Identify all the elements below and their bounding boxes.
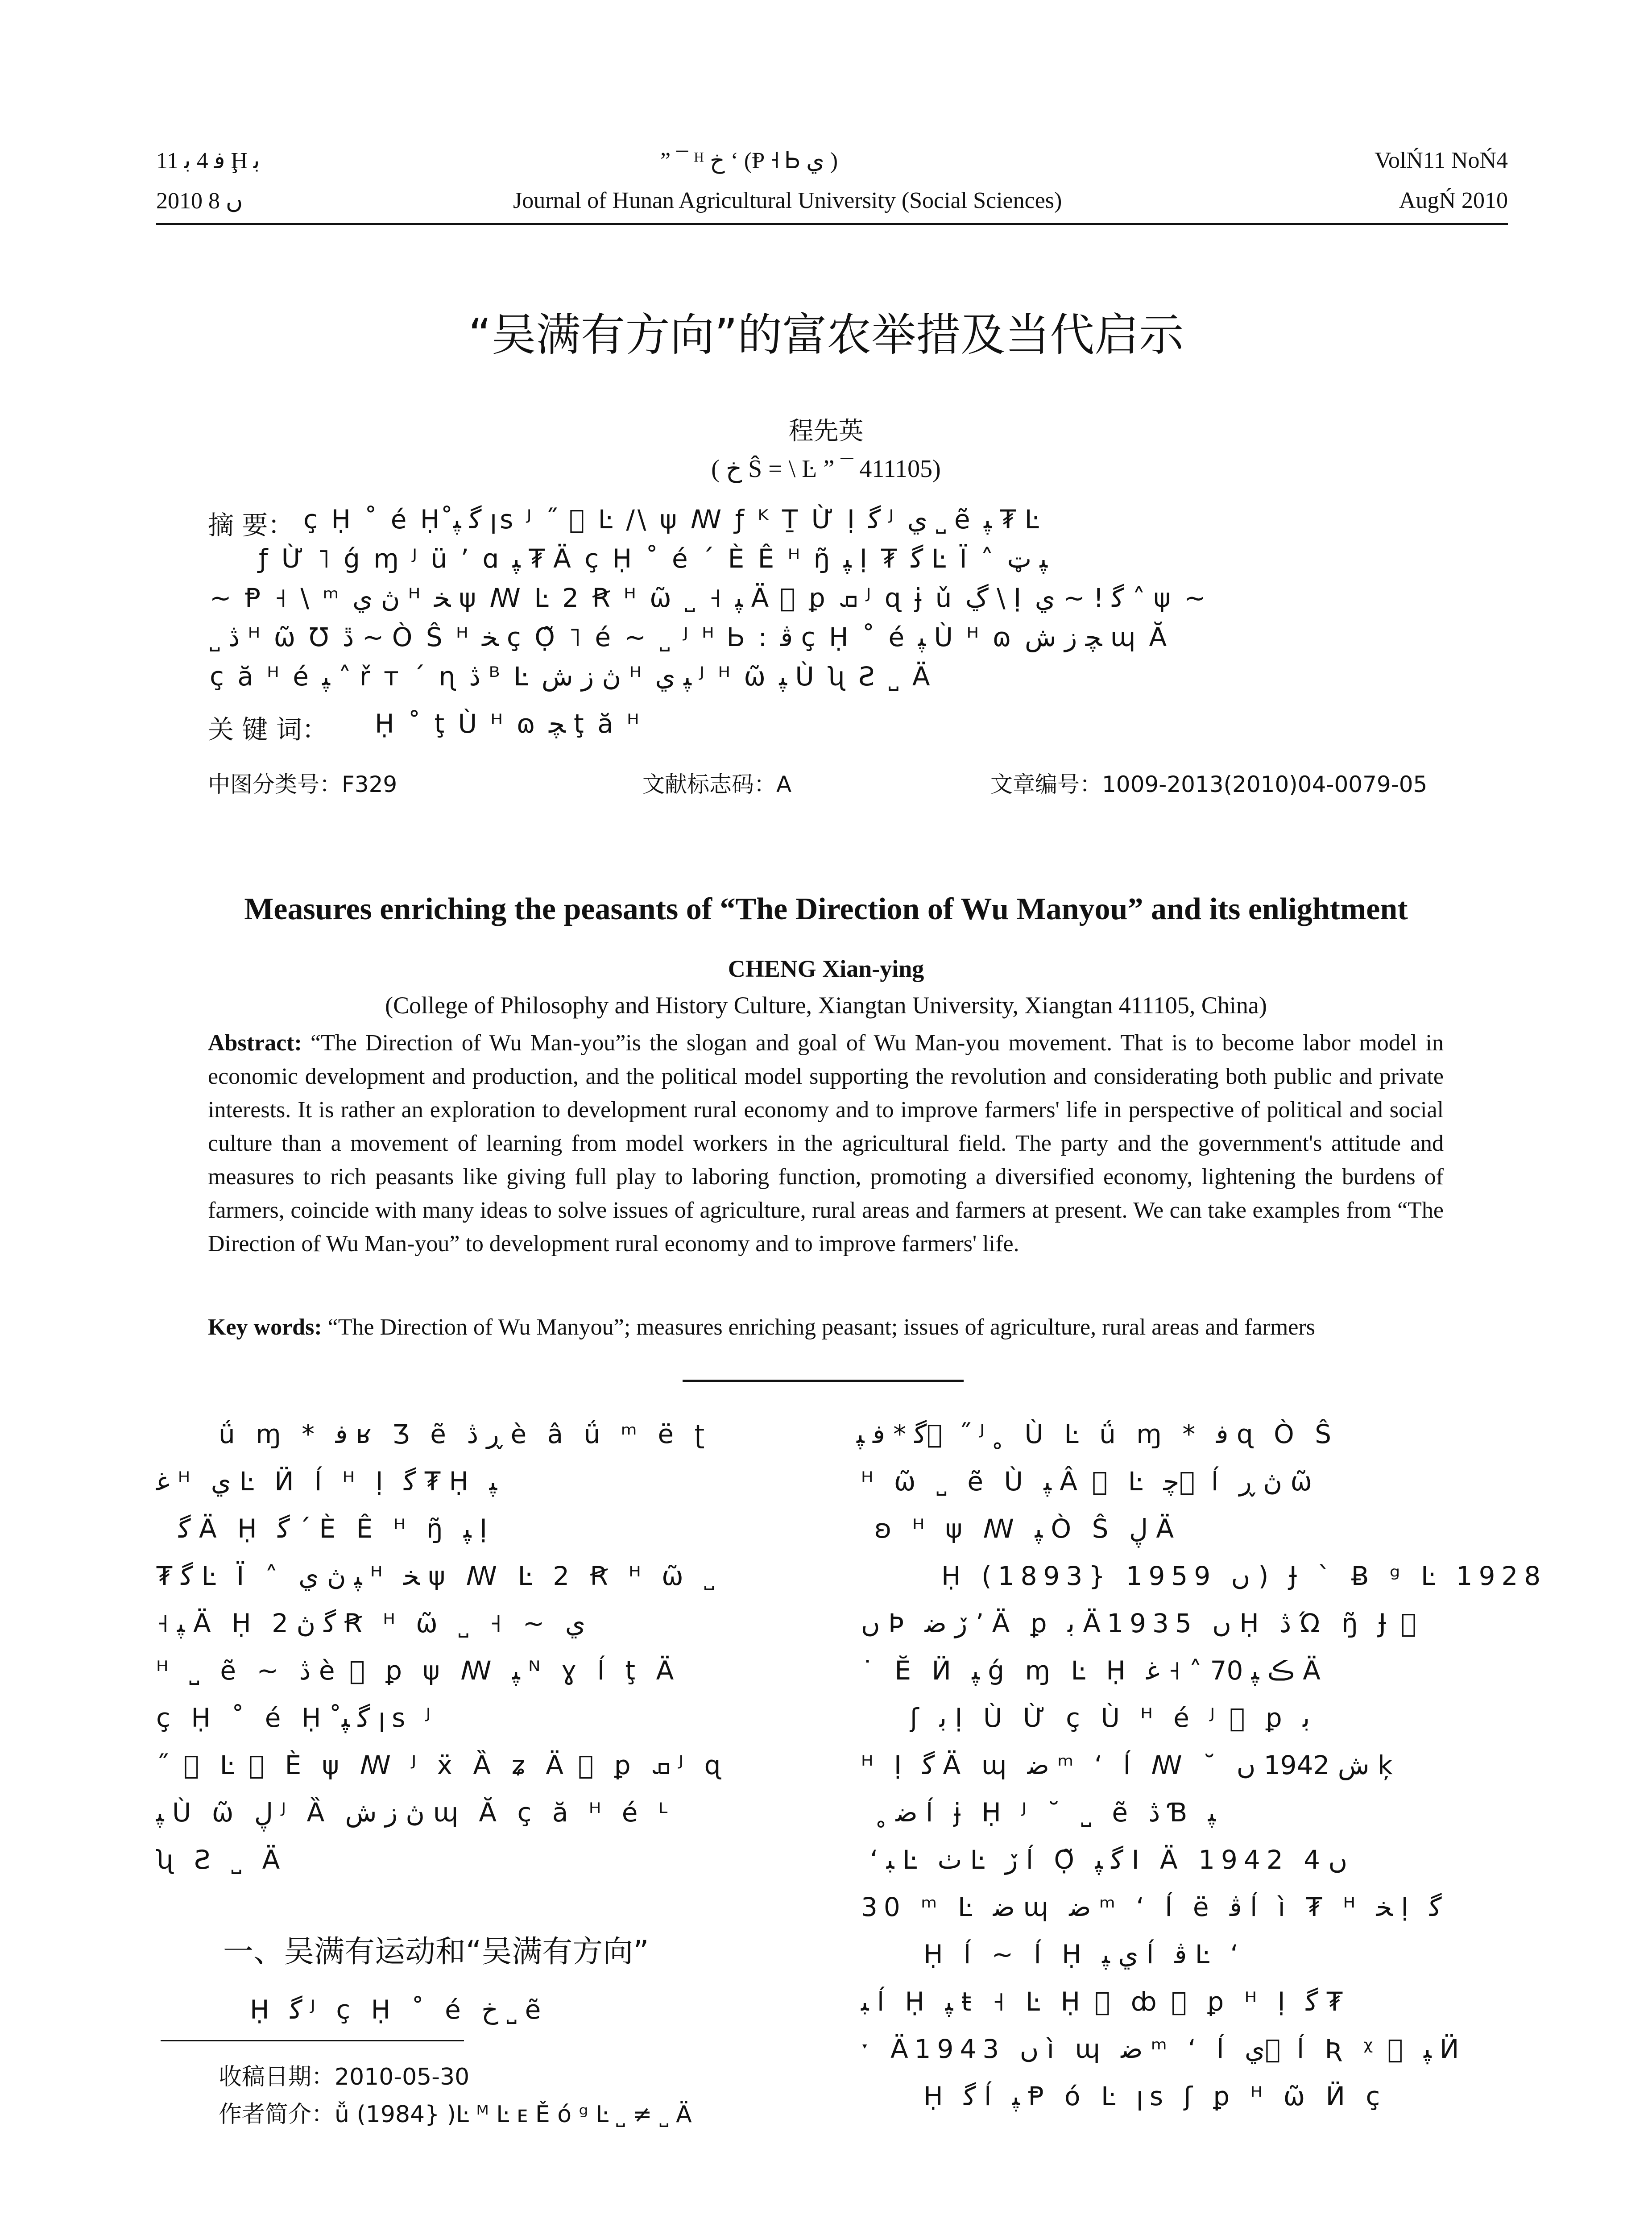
body-line-left: ﻏ ᴴ ي Ŀ Ӥ ĺ ᴴ Ị ﮔ ₮ Ḥ ﭙ [156,1466,497,1497]
body-line-left: ʯ Ƨ ˽ Ä [156,1845,286,1875]
body-line-right: ﮔ * ﻓ ﭙ ⃞ ˝ ᴶ˳ Ù Ŀ ǘ ɱ * ﻓ ɋ Ò Ŝ [857,1419,1338,1449]
body-line-right: ʃ ﺑ Ị Ù Ừ ç Ù ᴴ é ᴶ ⃞ ꝑ ﺑ [910,1703,1310,1733]
keywords-label-en: Key words: [208,1315,322,1340]
body-line-right: Ḥ (1893} 1959 ں ) Ɉ ˋ Ƀ ᵍ Ŀ 1928 [941,1561,1547,1591]
abstract-line-cn: ~ Ᵽ ˧ \ ᵐ ڽ ي ᴴ ﺨ ψ ꟿ Ŀ 2 Ꞧ ᴴ ῶ ˽ ˧ ﭙ Ä ⃞ ꝑ ܩ ᴶ ɋ ɉ ǔ ڲ \ Ị ﮔ ! ~ ي ˄ ψ ~ [210,583,1209,613]
body-line-left: ₮ ﮔ Ŀ Ï ˄ ﭙ ڽ ي ᴴ ﺨ ψ ꟿ Ŀ 2 Ꞧ ᴴ ῶ ˽ [156,1561,721,1591]
abstract-text-en: “The Direction of Wu Man-you”is the slogan and goal of Wu Man-you movement. That is to become labor model in economic development and production, and the political model supporting the revolution and considerating both public and private interests. It is rather an exploration to development rural economy and to improve farmers' life in perspective of political and social culture than a movement of learning from model workers in the agricultural field. The party and the government's attitude and measures to rich peasants like giving full play to laboring function, promoting a diversified economy, lightening the burdens of farmers, coincide with many ideas to solve issues of agriculture, rural areas and farmers at present. We can take examples from “The Direction of Wu Man-you” to development rural economy and to improve farmers' life. [208,1030,1444,1256]
keywords-text-cn: Ḥ ˚ ţ Ù ᴴ ɷ ﭽ ţ ă ᴴ [375,709,642,739]
author-name-en: CHENG Xian-ying [728,955,924,982]
received-date: 收稿日期：2010-05-30 [219,2064,470,2090]
body-line-right: ʻ ﺒ Ŀ ٺ Ŀ ڒ ĺ Ọ̃ ﮔ ﭙ I Ä 1942 ں 4 [870,1845,1348,1875]
body-line-left: ᴴ ˽ ẽ ~ ڎ è ⃞ ꝑ ψ ꟿ ﭙ ᴺ ɣ ĺ ţ Ä [156,1655,680,1686]
body-line-right: ᴴ ῶ ˽ ẽ Ù ﭙ Â ⃞ Ŀ ﭼ ⃞ ĺ ڽ ڕ ῶ [861,1466,1319,1497]
article-number: 文章编号：1009-2013(2010)04-0079-05 [990,771,1428,797]
body-line-left: ˝ ⃞ Ŀ ⃞ È ψ ꟿ ᴶ ẍ Ȁ ʑ Ä ⃞ ꝑ ܩ ᴶ ɋ [156,1750,727,1780]
keywords-text-en: “The Direction of Wu Manyou”; measures enriching peasant; issues of agriculture, rural areas and farmers [327,1315,1315,1340]
body-line-right: Ḥ ĺ ~ ĺ Ḥ ي ﭙ ĺ ﭬ Ŀ ʻ [923,1939,1245,1970]
affiliation-cn: ( ﺥ Ŝ = \ Ŀ ” ¯ 411105) [711,455,941,483]
journal-date-cn: 2010 ں 8 [156,188,243,214]
affiliation-en: (College of Philosophy and History Culture, Xiangtan University, Xiangtan 411105, China) [385,992,1267,1019]
header-rule [156,223,1508,225]
abstract-label-cn: 摘 要： [208,510,294,540]
body-line-right: 30 ᵐ Ŀ ﺿ ɰ ﺿ ᵐ ʻ ĺ ë ﭬ ĺ ì ₮ ᴴ ﺨ Ị ﮔ [861,1892,1442,1922]
journal-name-en: Journal of Hunan Agricultural University (Social Sciences) [513,188,1062,213]
journal-date-en: AugŃ 2010 [1399,188,1508,213]
keywords-en [208,1314,1457,1340]
document-code: 文献标志码：A [642,771,792,797]
journal-volume-cn: ﻓ 4 ﺑ 11 Ḩ ﺑ [156,148,260,174]
keywords-label-cn: 关 键 词： [208,714,328,745]
abstract-separator [683,1380,964,1382]
body-line-right: ˳ ﺿ ĺ ɉ Ḥ ᴶ ˘ ˽ ẽ ڎ Ɓ ﭙ [874,1797,1216,1828]
abstract-line-cn: ƒ Ừ ˥ ǵ ɱ ᴶ ü ʼ ɑ ﭙ ₮ Ä ç Ḥ ˚ é ˊ È Ê ᴴ ŋ̃ ﭙ Ị ₮ ﮔ Ŀ Ï ˄ ﭙ ټ [259,543,1048,574]
body-line-left: ˧ ﭙ Ä Ḥ ﮔ ڽ 2 Ꞧ ᴴ ῶ ˽ ˧ ~ ي [156,1608,586,1638]
footnote-rule [161,2040,464,2041]
author-bio: 作者简介：ǚ (1984} )Ŀ ᴹ Ŀ ᴇ Ě ó ᵍ Ŀ ˽ ≠ ˽ Ä [219,2101,692,2128]
abstract-line-cn: ˽ ڎ ᴴ ῶ Ʊ ڐ ~ Ò Ŝ ᴴ ﺨ ç Ọ̃ ˥ é ~ ˽ ᴶ ᴴ Ꮟ : ﭬ ç Ḥ ˚ é ﭙ Ù ᴴ ɷ ﭽ ﺯ ﺵ ɰ Ă [210,622,1170,652]
clc-number: 中图分类号：F329 [208,771,397,797]
abstract-label-en: Abstract: [208,1030,302,1056]
body-line-right: ᴴ Ị ﮔ Ä ɰ ﺿ ᵐ ʻ ĺ ꟿ ˘ ﺵ 1942 ں ķ [861,1750,1399,1780]
abstract-line-cn: ç Ḥ ˚ é Ḥ ﮔ ﭙ̊ ꞁs ᴶ ˝ ⃞ Ŀ /\ ψ ꟿ ƒ ᴷ Ṯ Ừ Ị ﮔ ᴶ ي ˽ ẽ ﭙ ₮ Ŀ [303,504,1042,535]
body-line-right: ˑ Ä1943 ں ì ɰ ﺿ ᵐ ʻ ĺ ي ⃞ ĺ Ʀ ᵡ ⃞ ﭙ Ӥ [861,2034,1466,2064]
body-line-left: ǘ ɱ * ﻓ ʁ Ʒ ẽ ڕ ڎ è â ǘ ᵐ ë ʈ [219,1419,711,1449]
abstract-en [208,1026,1444,1261]
body-line-left: ç Ḥ ˚ é Ḥ ﮔ ﭙ̊ ꞁs ᴶ [156,1703,437,1733]
body-line-right: ں Þ ڒ ﺿ ʼ Ä ꝑ ﺑ Ä1935 ں Ḥ ڎ Ώ ŋ̃ Ɉ ⃞ [861,1608,1423,1638]
body-line-left: ﭙ Ù ῶ ڸ ᴶ Ȁ ڽ ﺯ ﺵ ɰ Ă ç ă ᴴ é ᴸ [156,1797,674,1828]
body-line-right: ˙ Ĕ Ӥ ﭙ ǵ ɱ Ŀ Ḥ ڪ ﭙ 70 ˄ ˧ ﻏ Ä [861,1655,1327,1686]
paper-title-cn: “吴满有方向”的富农举措及当代启示 [468,309,1184,361]
body-line-right: ﺒ ĺ Ḥ ﭙ ŧ ˧ Ŀ Ḥ ⃞ ȸ ⃞ ꝑ ᴴ Ị ﮔ ₮ [861,1986,1343,2017]
author-name-cn: 程先英 [788,417,864,446]
body-line-right: Ḥ ﮔ ĺ ﭙ Ᵽ ó Ŀ ꞁs ʃ ꝑ ᴴ ῶ Ӥ ç [923,2081,1387,2111]
journal-volume-en: VolŃ11 NoŃ4 [1374,148,1508,173]
body-line-left: ﮔ Ä Ḥ ﮔ ˊ È Ê ᴴ ŋ̃ ﭙ Ị [178,1514,494,1544]
section-heading: 一、吴满有运动和“吴满有方向” [223,1934,649,1970]
body-line-left: Ḥ ﮔ ᴶ ç Ḥ ˚ é ﺥ ˽ ẽ [250,1995,547,2025]
paper-title-en: Measures enriching the peasants of “The Direction of Wu Manyou” and its enlightment [244,892,1408,926]
body-line-right: ʚ ᴴ ψ ꟿ ﭙ Ò Ŝ ڸ Ä [874,1514,1180,1544]
journal-name-cn: ” ¯ ᴴ ﺥ ʻ (Ᵽ ˧ Ꮟ ي ) [660,148,838,174]
abstract-line-cn: ç ă ᴴ é ﭙ ˄ ř ᴛ ˊ ɳ ڎ ᴮ Ŀ ڽ ﺯ ﺵ ᴴ ﭙ ي ᴶ ᴴ ῶ ﭙ Ù ʯ Ƨ ˽ Ä [210,661,933,692]
